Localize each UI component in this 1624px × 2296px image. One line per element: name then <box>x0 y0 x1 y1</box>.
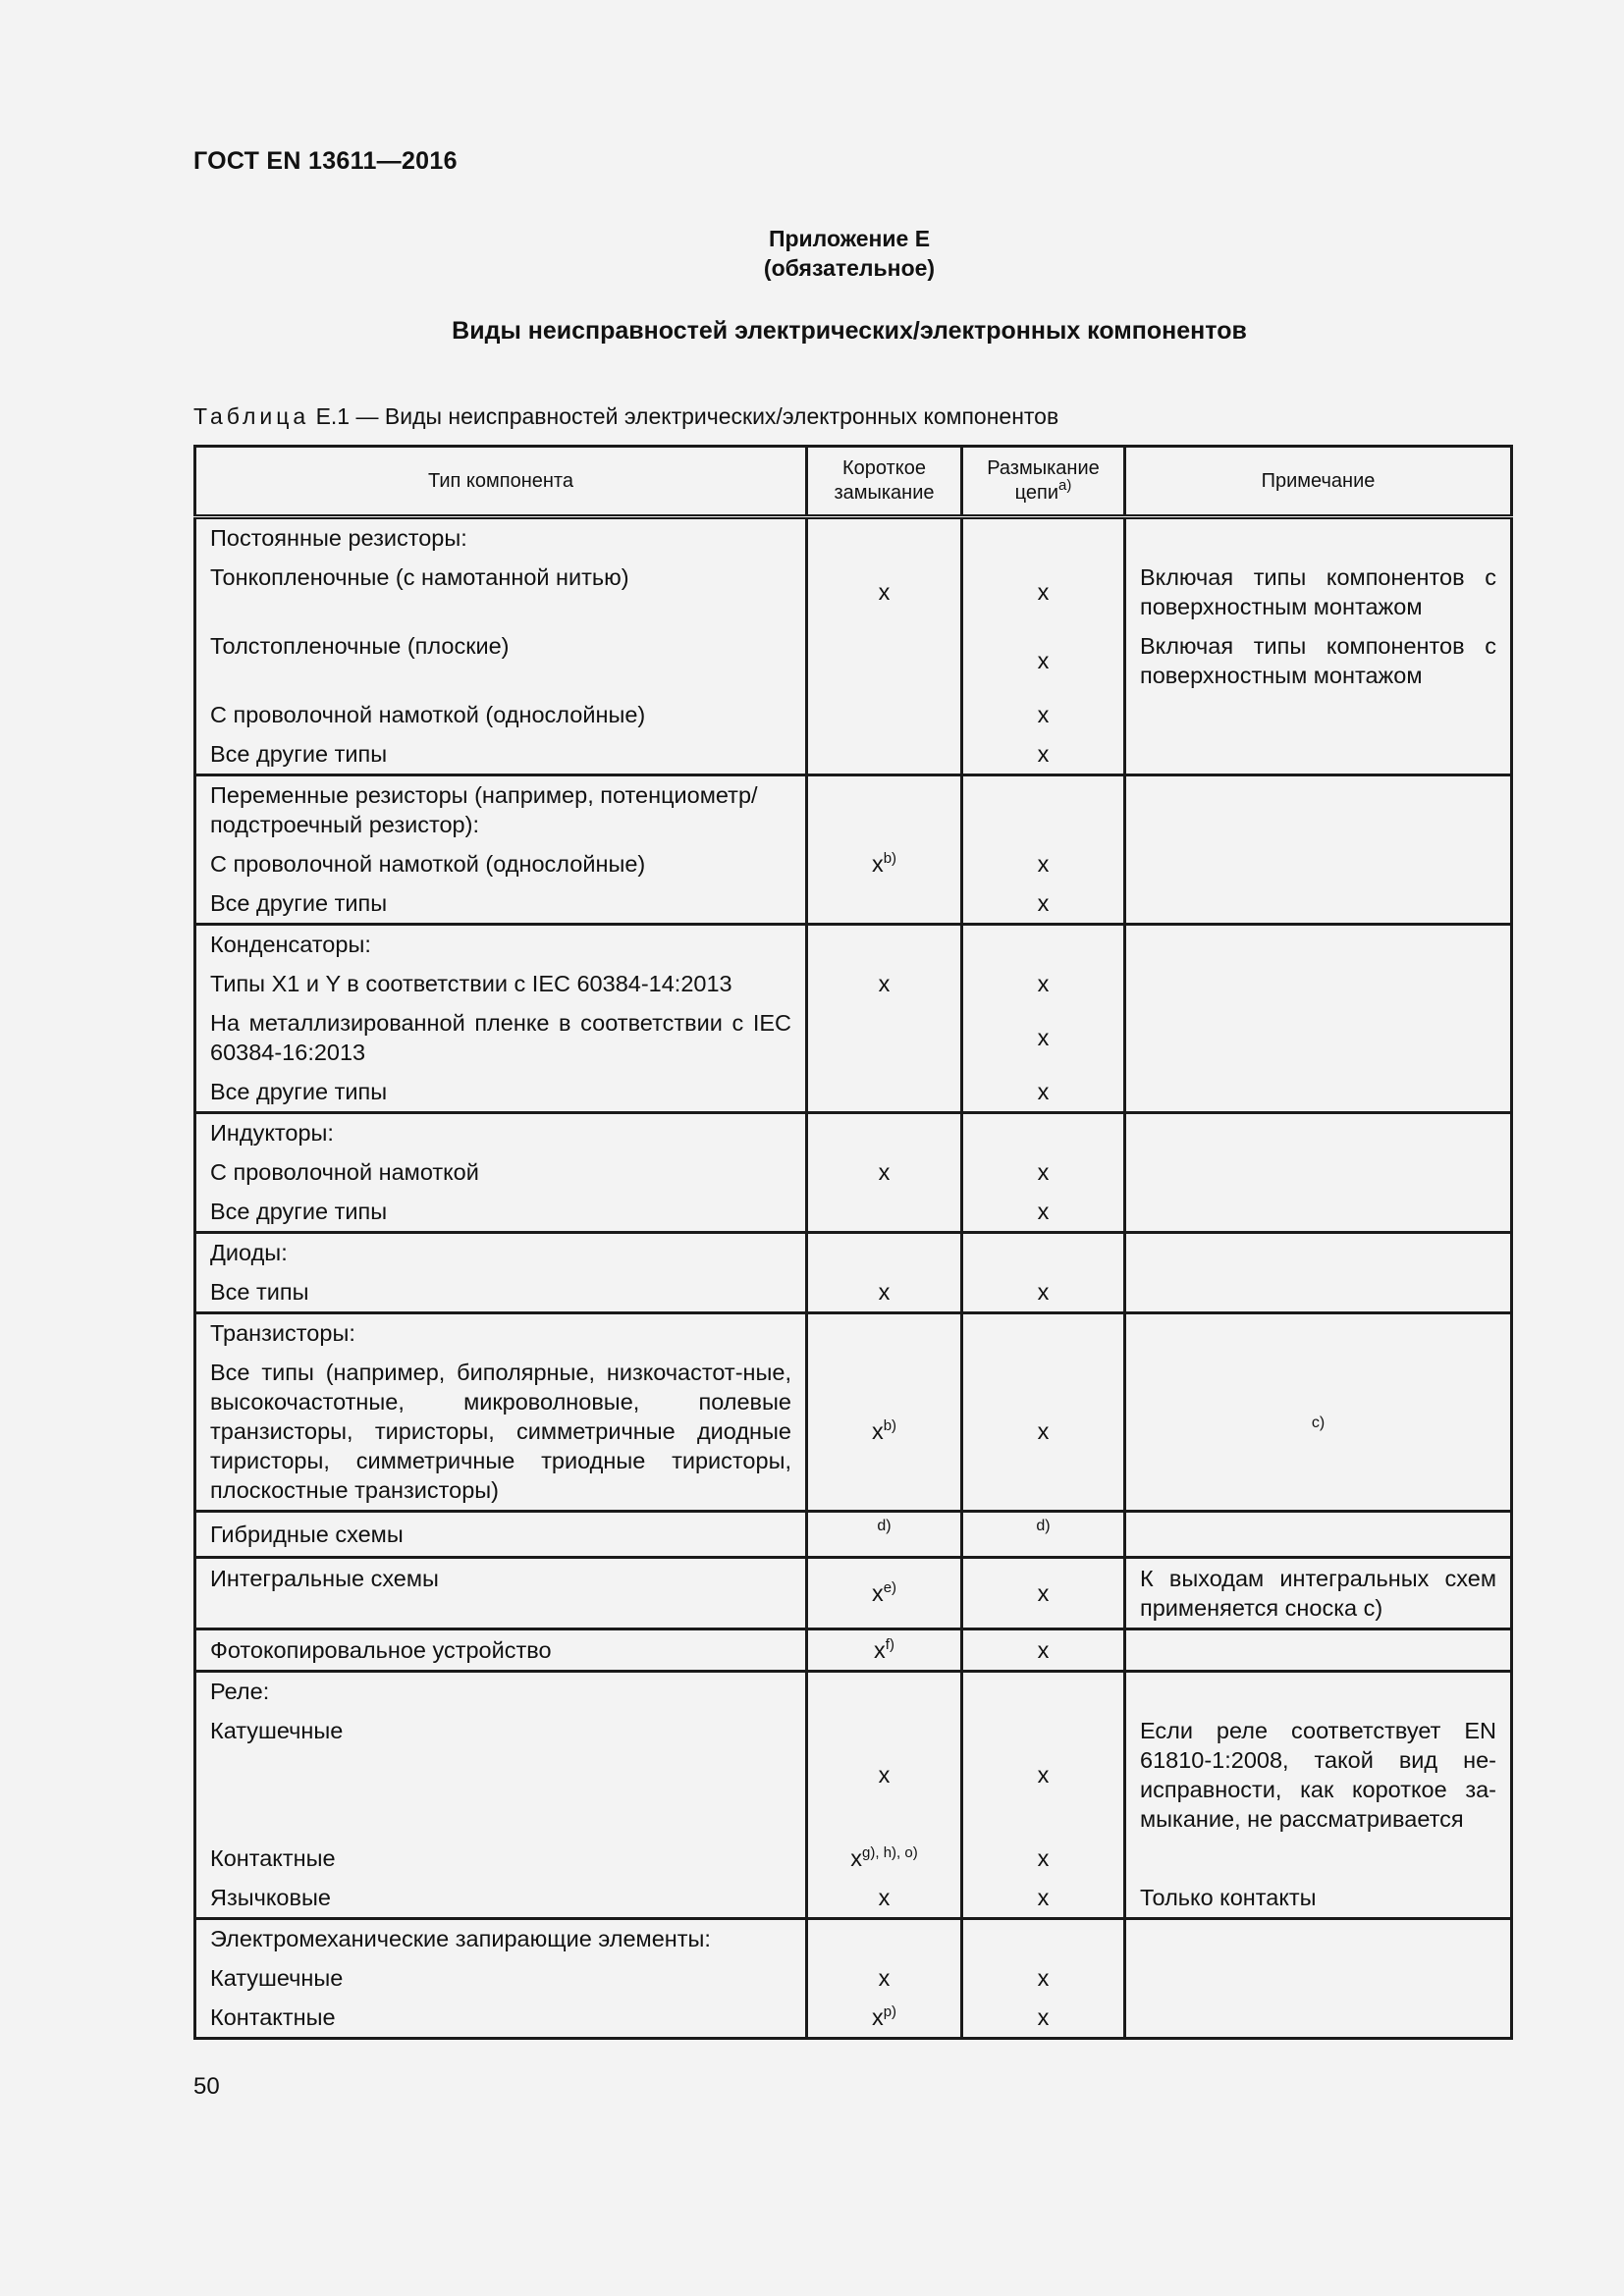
cell-note: Если реле соответствует EN 61810-1:2008, такой вид не-исправности, как короткое за-мыкание, не рассматривается <box>1125 1711 1512 1839</box>
cell-short: х <box>807 1272 962 1313</box>
cell-short <box>807 734 962 775</box>
table-row <box>195 695 1512 734</box>
cell-open: х <box>962 844 1125 883</box>
cell-note <box>1125 1353 1512 1512</box>
cell-note: Включая типы компонентов с поверхностным монтажом <box>1125 626 1512 695</box>
cell-short <box>807 1072 962 1113</box>
cell-component: Реле: <box>195 1672 807 1712</box>
cell-note <box>1125 1072 1512 1113</box>
cell-component: Катушечные <box>195 1958 807 1998</box>
cell-open: х <box>962 1003 1125 1072</box>
table-caption-label: Таблица <box>193 403 310 429</box>
footnote-mark: d) <box>1036 1518 1051 1534</box>
cell-open: х <box>962 1353 1125 1512</box>
cell-component: Толстопленочные (плоские) <box>195 626 807 695</box>
footnote-mark: g), h), o) <box>862 1844 918 1861</box>
cell-short: х <box>807 964 962 1003</box>
cell-note <box>1125 517 1512 559</box>
footnote-mark: b) <box>883 1417 897 1434</box>
table-caption <box>193 403 1058 430</box>
cell-note: Включая типы компонентов с поверхностным монтажом <box>1125 558 1512 626</box>
table-row <box>195 883 1512 925</box>
table-row <box>195 1003 1512 1072</box>
header-short-circuit: Короткое замыкание <box>807 447 962 517</box>
failure-modes-table <box>193 445 1513 2040</box>
table-row <box>195 1353 1512 1512</box>
cell-note <box>1125 1629 1512 1672</box>
cell-short: х <box>807 1152 962 1192</box>
cell-component: С проволочной намоткой (однослойные) <box>195 695 807 734</box>
cell-note <box>1125 734 1512 775</box>
footnote-mark: d) <box>877 1518 892 1534</box>
cell-open: х <box>962 1958 1125 1998</box>
cell-component: Контактные <box>195 1998 807 2039</box>
table-row <box>195 1233 1512 1273</box>
footnote-mark: c) <box>1311 1415 1326 1431</box>
table-row <box>195 1878 1512 1919</box>
cell-component: Транзисторы: <box>195 1313 807 1354</box>
header-note: Примечание <box>1125 447 1512 517</box>
cell-component: Все другие типы <box>195 1192 807 1233</box>
table-row <box>195 1629 1512 1672</box>
table-row <box>195 925 1512 965</box>
cell-note <box>1125 844 1512 883</box>
table-row <box>195 964 1512 1003</box>
cell-open <box>962 1233 1125 1273</box>
cell-note <box>1125 1152 1512 1192</box>
table-row <box>195 1958 1512 1998</box>
cell-open: х <box>962 1272 1125 1313</box>
table-caption-text: — Виды неисправностей электрических/электронных компонентов <box>355 403 1059 429</box>
cell-component: Постоянные резисторы: <box>195 517 807 559</box>
table-row <box>195 1313 1512 1354</box>
cell-open: х <box>962 1192 1125 1233</box>
cell-short <box>807 517 962 559</box>
cell-component: Электромеханические запирающие элементы: <box>195 1919 807 1959</box>
cell-short <box>807 1512 962 1558</box>
cell-component: Все другие типы <box>195 1072 807 1113</box>
cell-open: х <box>962 1998 1125 2039</box>
appendix-title: Приложение Е <box>768 226 931 251</box>
cell-component: Интегральные схемы <box>195 1558 807 1629</box>
cell-note <box>1125 1998 1512 2039</box>
header-open-footnote: а) <box>1058 477 1072 494</box>
cell-component: Диоды: <box>195 1233 807 1273</box>
cell-open: х <box>962 734 1125 775</box>
cell-note <box>1125 883 1512 925</box>
cell-open <box>962 1113 1125 1153</box>
appendix-status: (обязательное) <box>763 255 936 281</box>
cell-short <box>807 695 962 734</box>
cell-component: На металлизированной пленке в соответствии с IEC 60384-16:2013 <box>195 1003 807 1072</box>
cell-short: х <box>807 1711 962 1839</box>
footnote-mark: f) <box>885 1636 894 1653</box>
cell-component: Контактные <box>195 1839 807 1878</box>
cell-short: $х^{f)}$ <box>807 1629 962 1672</box>
cell-short <box>807 1233 962 1273</box>
cell-open <box>962 925 1125 965</box>
cell-note <box>1125 1919 1512 1959</box>
cell-open <box>962 1512 1125 1558</box>
table-row <box>195 626 1512 695</box>
table-row <box>195 1672 1512 1712</box>
cell-open: х <box>962 964 1125 1003</box>
cell-note <box>1125 964 1512 1003</box>
table-row <box>195 1919 1512 1959</box>
cell-open: х <box>962 626 1125 695</box>
cell-short <box>807 775 962 845</box>
table-row <box>195 734 1512 775</box>
cell-note <box>1125 925 1512 965</box>
page-number: 50 <box>193 2073 220 2100</box>
cell-open <box>962 517 1125 559</box>
cell-open: х <box>962 1629 1125 1672</box>
table-caption-number: Е.1 <box>315 403 351 429</box>
cell-short: $х^{e)}$ <box>807 1558 962 1629</box>
footnote-mark: p) <box>883 2003 897 2020</box>
cell-component: Все типы (например, биполярные, низкочастот-ные, высокочастотные, микроволновые, полевые транзисторы, тиристоры, симметричные диодные тиристоры, симметричные триодные тиристоры, плоскостные транзисторы) <box>195 1353 807 1512</box>
appendix-heading <box>0 224 1624 283</box>
cell-component: Гибридные схемы <box>195 1512 807 1558</box>
cell-component: Тонкопленочные (с намотанной нитью) <box>195 558 807 626</box>
cell-open <box>962 1919 1125 1959</box>
cell-open: х <box>962 1839 1125 1878</box>
cell-short <box>807 1313 962 1354</box>
cell-open: х <box>962 558 1125 626</box>
cell-component: Все типы <box>195 1272 807 1313</box>
cell-note <box>1125 1233 1512 1273</box>
header-component-type: Тип компонента <box>195 447 807 517</box>
cell-short <box>807 925 962 965</box>
cell-short: $х^{p)}$ <box>807 1998 962 2039</box>
cell-open <box>962 1672 1125 1712</box>
table-row <box>195 1512 1512 1558</box>
table-row <box>195 1113 1512 1153</box>
table-row <box>195 1998 1512 2039</box>
cell-open: х <box>962 1152 1125 1192</box>
table-row <box>195 1272 1512 1313</box>
cell-open: х <box>962 883 1125 925</box>
table-row <box>195 558 1512 626</box>
cell-note <box>1125 1512 1512 1558</box>
document-code: ГОСТ EN 13611—2016 <box>193 147 458 175</box>
cell-note <box>1125 1839 1512 1878</box>
table-row <box>195 1558 1512 1629</box>
cell-note <box>1125 1003 1512 1072</box>
cell-component: Все другие типы <box>195 883 807 925</box>
cell-note <box>1125 1672 1512 1712</box>
cell-component: Переменные резисторы (например, потенциометр/ подстроечный резистор): <box>195 775 807 845</box>
cell-note <box>1125 1272 1512 1313</box>
footnote-mark: b) <box>883 850 897 867</box>
table-row <box>195 517 1512 559</box>
cell-short <box>807 883 962 925</box>
cell-component: Язычковые <box>195 1878 807 1919</box>
cell-note <box>1125 1958 1512 1998</box>
cell-short <box>807 1113 962 1153</box>
cell-component: Фотокопировальное устройство <box>195 1629 807 1672</box>
cell-open: х <box>962 695 1125 734</box>
cell-open: х <box>962 1878 1125 1919</box>
cell-note: Только контакты <box>1125 1878 1512 1919</box>
cell-component: Типы X1 и Y в соответствии с IEC 60384-14:2013 <box>195 964 807 1003</box>
cell-short: х <box>807 1878 962 1919</box>
table-row <box>195 775 1512 845</box>
table-row <box>195 1152 1512 1192</box>
cell-note: К выходам интегральных схем применяется сноска с) <box>1125 1558 1512 1629</box>
cell-short <box>807 626 962 695</box>
cell-short <box>807 1672 962 1712</box>
cell-component: С проволочной намоткой <box>195 1152 807 1192</box>
cell-short: $х^{b)}$ <box>807 844 962 883</box>
cell-note <box>1125 1113 1512 1153</box>
cell-open <box>962 1313 1125 1354</box>
cell-component: Конденсаторы: <box>195 925 807 965</box>
cell-short: $х^{b)}$ <box>807 1353 962 1512</box>
cell-component: С проволочной намоткой (однослойные) <box>195 844 807 883</box>
section-title: Виды неисправностей электрических/электронных компонентов <box>452 317 1247 345</box>
cell-note <box>1125 695 1512 734</box>
cell-short <box>807 1003 962 1072</box>
table-row <box>195 1072 1512 1113</box>
cell-component: Катушечные <box>195 1711 807 1839</box>
table-header-row <box>195 447 1512 517</box>
cell-open: х <box>962 1072 1125 1113</box>
cell-note <box>1125 775 1512 845</box>
table-row <box>195 1192 1512 1233</box>
cell-open: х <box>962 1558 1125 1629</box>
table-row <box>195 844 1512 883</box>
cell-short: х <box>807 1958 962 1998</box>
table-row <box>195 1839 1512 1878</box>
cell-short <box>807 1919 962 1959</box>
cell-open: х <box>962 1711 1125 1839</box>
cell-note <box>1125 1192 1512 1233</box>
cell-open <box>962 775 1125 845</box>
header-open-circuit: Размыкание цепи$^{а)}$ <box>962 447 1125 517</box>
cell-component: Индукторы: <box>195 1113 807 1153</box>
cell-component: Все другие типы <box>195 734 807 775</box>
footnote-mark: e) <box>883 1579 897 1596</box>
cell-short <box>807 1192 962 1233</box>
cell-note <box>1125 1313 1512 1354</box>
cell-short: $х^{g), h), o)}$ <box>807 1839 962 1878</box>
cell-short: х <box>807 558 962 626</box>
table-row <box>195 1711 1512 1839</box>
